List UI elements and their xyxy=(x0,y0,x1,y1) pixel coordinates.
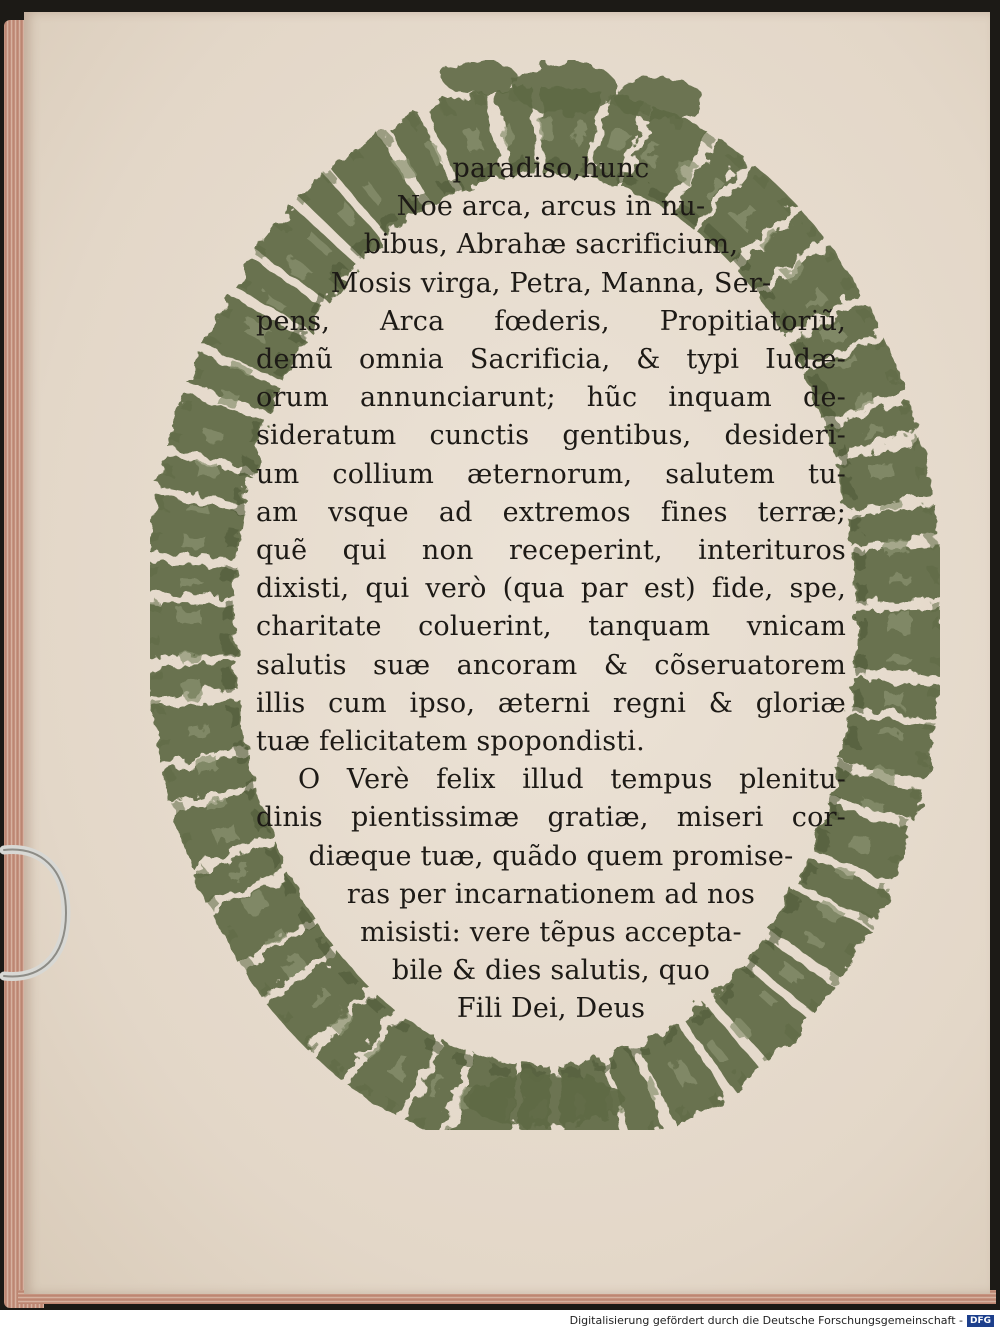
digitization-footer xyxy=(570,1312,994,1329)
text-line: orum annunciarunt; hũc inquam de- xyxy=(256,382,846,414)
text-line: charitate coluerint, tanquam vnicam xyxy=(256,611,846,643)
text-line: sideratum cunctis gentibus, desideri- xyxy=(256,420,846,452)
text-line: illis cum ipso, æterni regni & gloriæ xyxy=(256,687,846,719)
text-line: O Verè felix illud tempus plenitu- xyxy=(298,764,846,796)
text-line: bile & dies salutis, quo xyxy=(391,955,711,987)
text-line: dinis pientissimæ gratiæ, miseri cor- xyxy=(256,802,846,834)
text-line: ras per incarnationem ad nos xyxy=(346,878,756,910)
text-line: am vsque ad extremos fines terræ; xyxy=(256,496,846,528)
page-text-block xyxy=(256,150,846,1029)
text-line: misisti: vere tẽpus accepta- xyxy=(360,917,742,949)
text-line: tuæ felicitatem spopondisti. xyxy=(256,726,645,758)
paper-clip-icon xyxy=(0,838,72,988)
text-line: Noe arca, arcus in nu- xyxy=(396,191,706,223)
text-line: salutis suæ ancoram & cõseruatorem xyxy=(256,649,846,681)
text-line: pens, Arca fœderis, Propitiatoriũ, xyxy=(256,305,846,337)
text-line: demũ omnia Sacrificia, & typi Iudæ- xyxy=(256,344,846,376)
dfg-logo: DFG xyxy=(967,1315,994,1327)
text-line: Fili Dei, Deus xyxy=(456,993,646,1025)
text-line: paradiso,hunc xyxy=(452,153,650,184)
text-line: quẽ qui non receperint, interituros xyxy=(256,535,846,567)
footer-text: Digitalisierung gefördert durch die Deutsche Forschungsgemeinschaft - xyxy=(569,1314,963,1327)
text-line: dixisti, qui verò (qua par est) fide, spe, xyxy=(256,573,846,605)
text-line: um collium æternorum, salutem tu- xyxy=(256,458,846,490)
text-line: Mosis virga, Petra, Manna, Ser- xyxy=(330,267,772,299)
text-line: diæque tuæ, quãdo quem promise- xyxy=(308,840,794,872)
text-line: bibus, Abrahæ sacrificium, xyxy=(363,229,739,261)
